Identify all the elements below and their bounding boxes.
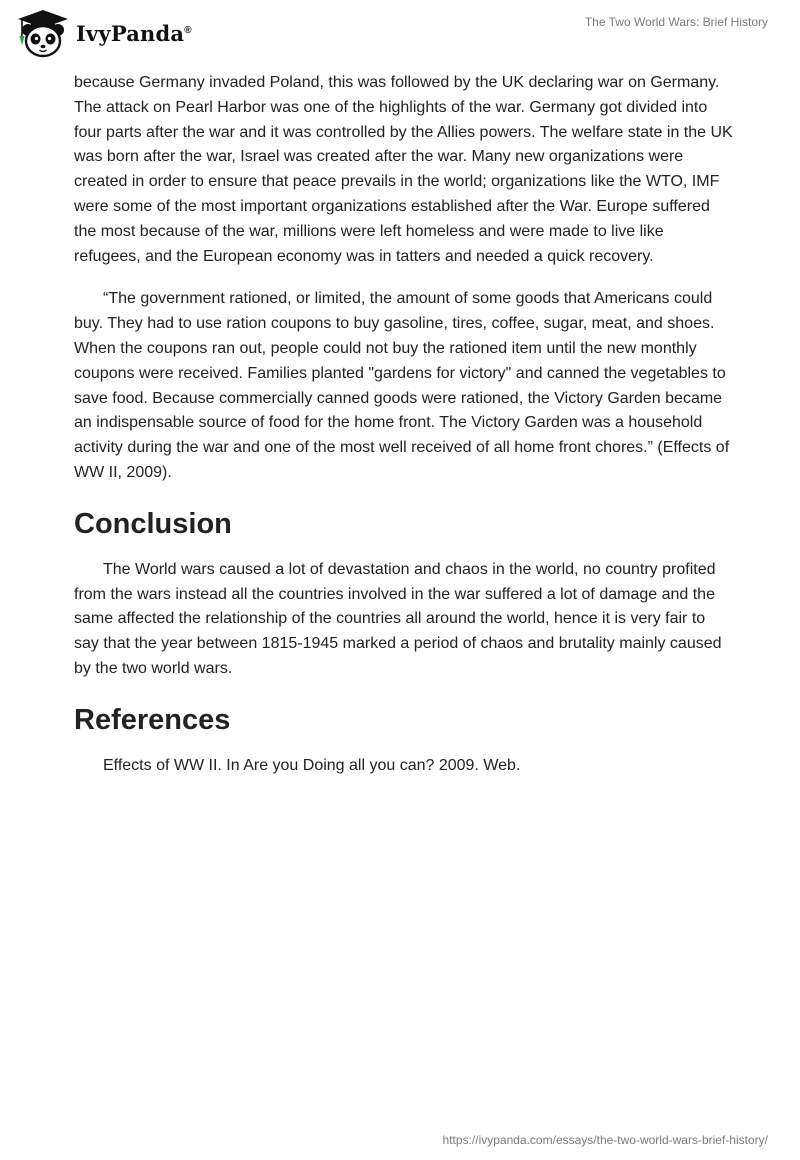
references-heading: References — [74, 703, 231, 736]
registered-mark: ® — [184, 24, 192, 36]
panda-graduate-icon — [14, 8, 72, 58]
essay-content — [74, 71, 734, 797]
document-title: The Two World Wars: Brief History — [584, 15, 768, 29]
source-url-link[interactable]: https://ivypanda.com/essays/the-two-world-wars-brief-history/ — [442, 1133, 768, 1147]
quote-paragraph: “The government rationed, or limited, the amount of some goods that Americans could buy. They had to use ration coupons to buy gasoline, tires, coffee, sugar, meat, and shoes. When the coupons ran out, people could not buy the rationed item until the new monthly coupons were received. Families planted "gardens for victory" and canned the vegetables to save food. Because commercially canned goods were rationed, the Victory Garden became an indispensable source of food for the home front. The Victory Garden was a household activity during the war and one of the most well received of all home front chores.” (Effects of WW II, 2009). — [74, 290, 730, 481]
ivypanda-logo[interactable] — [14, 8, 192, 58]
page-header — [0, 0, 800, 70]
reference-item: Effects of WW II. In Are you Doing all you can? 2009. Web. — [103, 756, 521, 774]
conclusion-paragraph: The World wars caused a lot of devastation and chaos in the world, no country profited from the wars instead all the countries involved in the war suffered a lot of damage and the same affected the relationship of the countries all around the world, hence it is very fair to say that the year between 1815-1945 marked a period of chaos and brutality mainly caused by the two world wars. — [74, 560, 722, 677]
body-paragraph: because Germany invaded Poland, this was followed by the UK declaring war on Germany. The attack on Pearl Harbor was one of the highlights of the war. Germany got divided into four parts after the war and it was controlled by the Allies powers. The welfare state in the UK was born after the war, Israel was created after the war. Many new organizations were created in order to ensure that peace prevails in the world; organizations like the WTO, IMF were some of the most important organizations established after the War. Europe suffered the most because of the war, millions were left homeless and were made to live like refugees, and the European economy was in tatters and needed a quick recovery. — [74, 74, 733, 265]
conclusion-heading: Conclusion — [74, 507, 232, 540]
brand-name: IvyPanda® — [76, 20, 192, 46]
